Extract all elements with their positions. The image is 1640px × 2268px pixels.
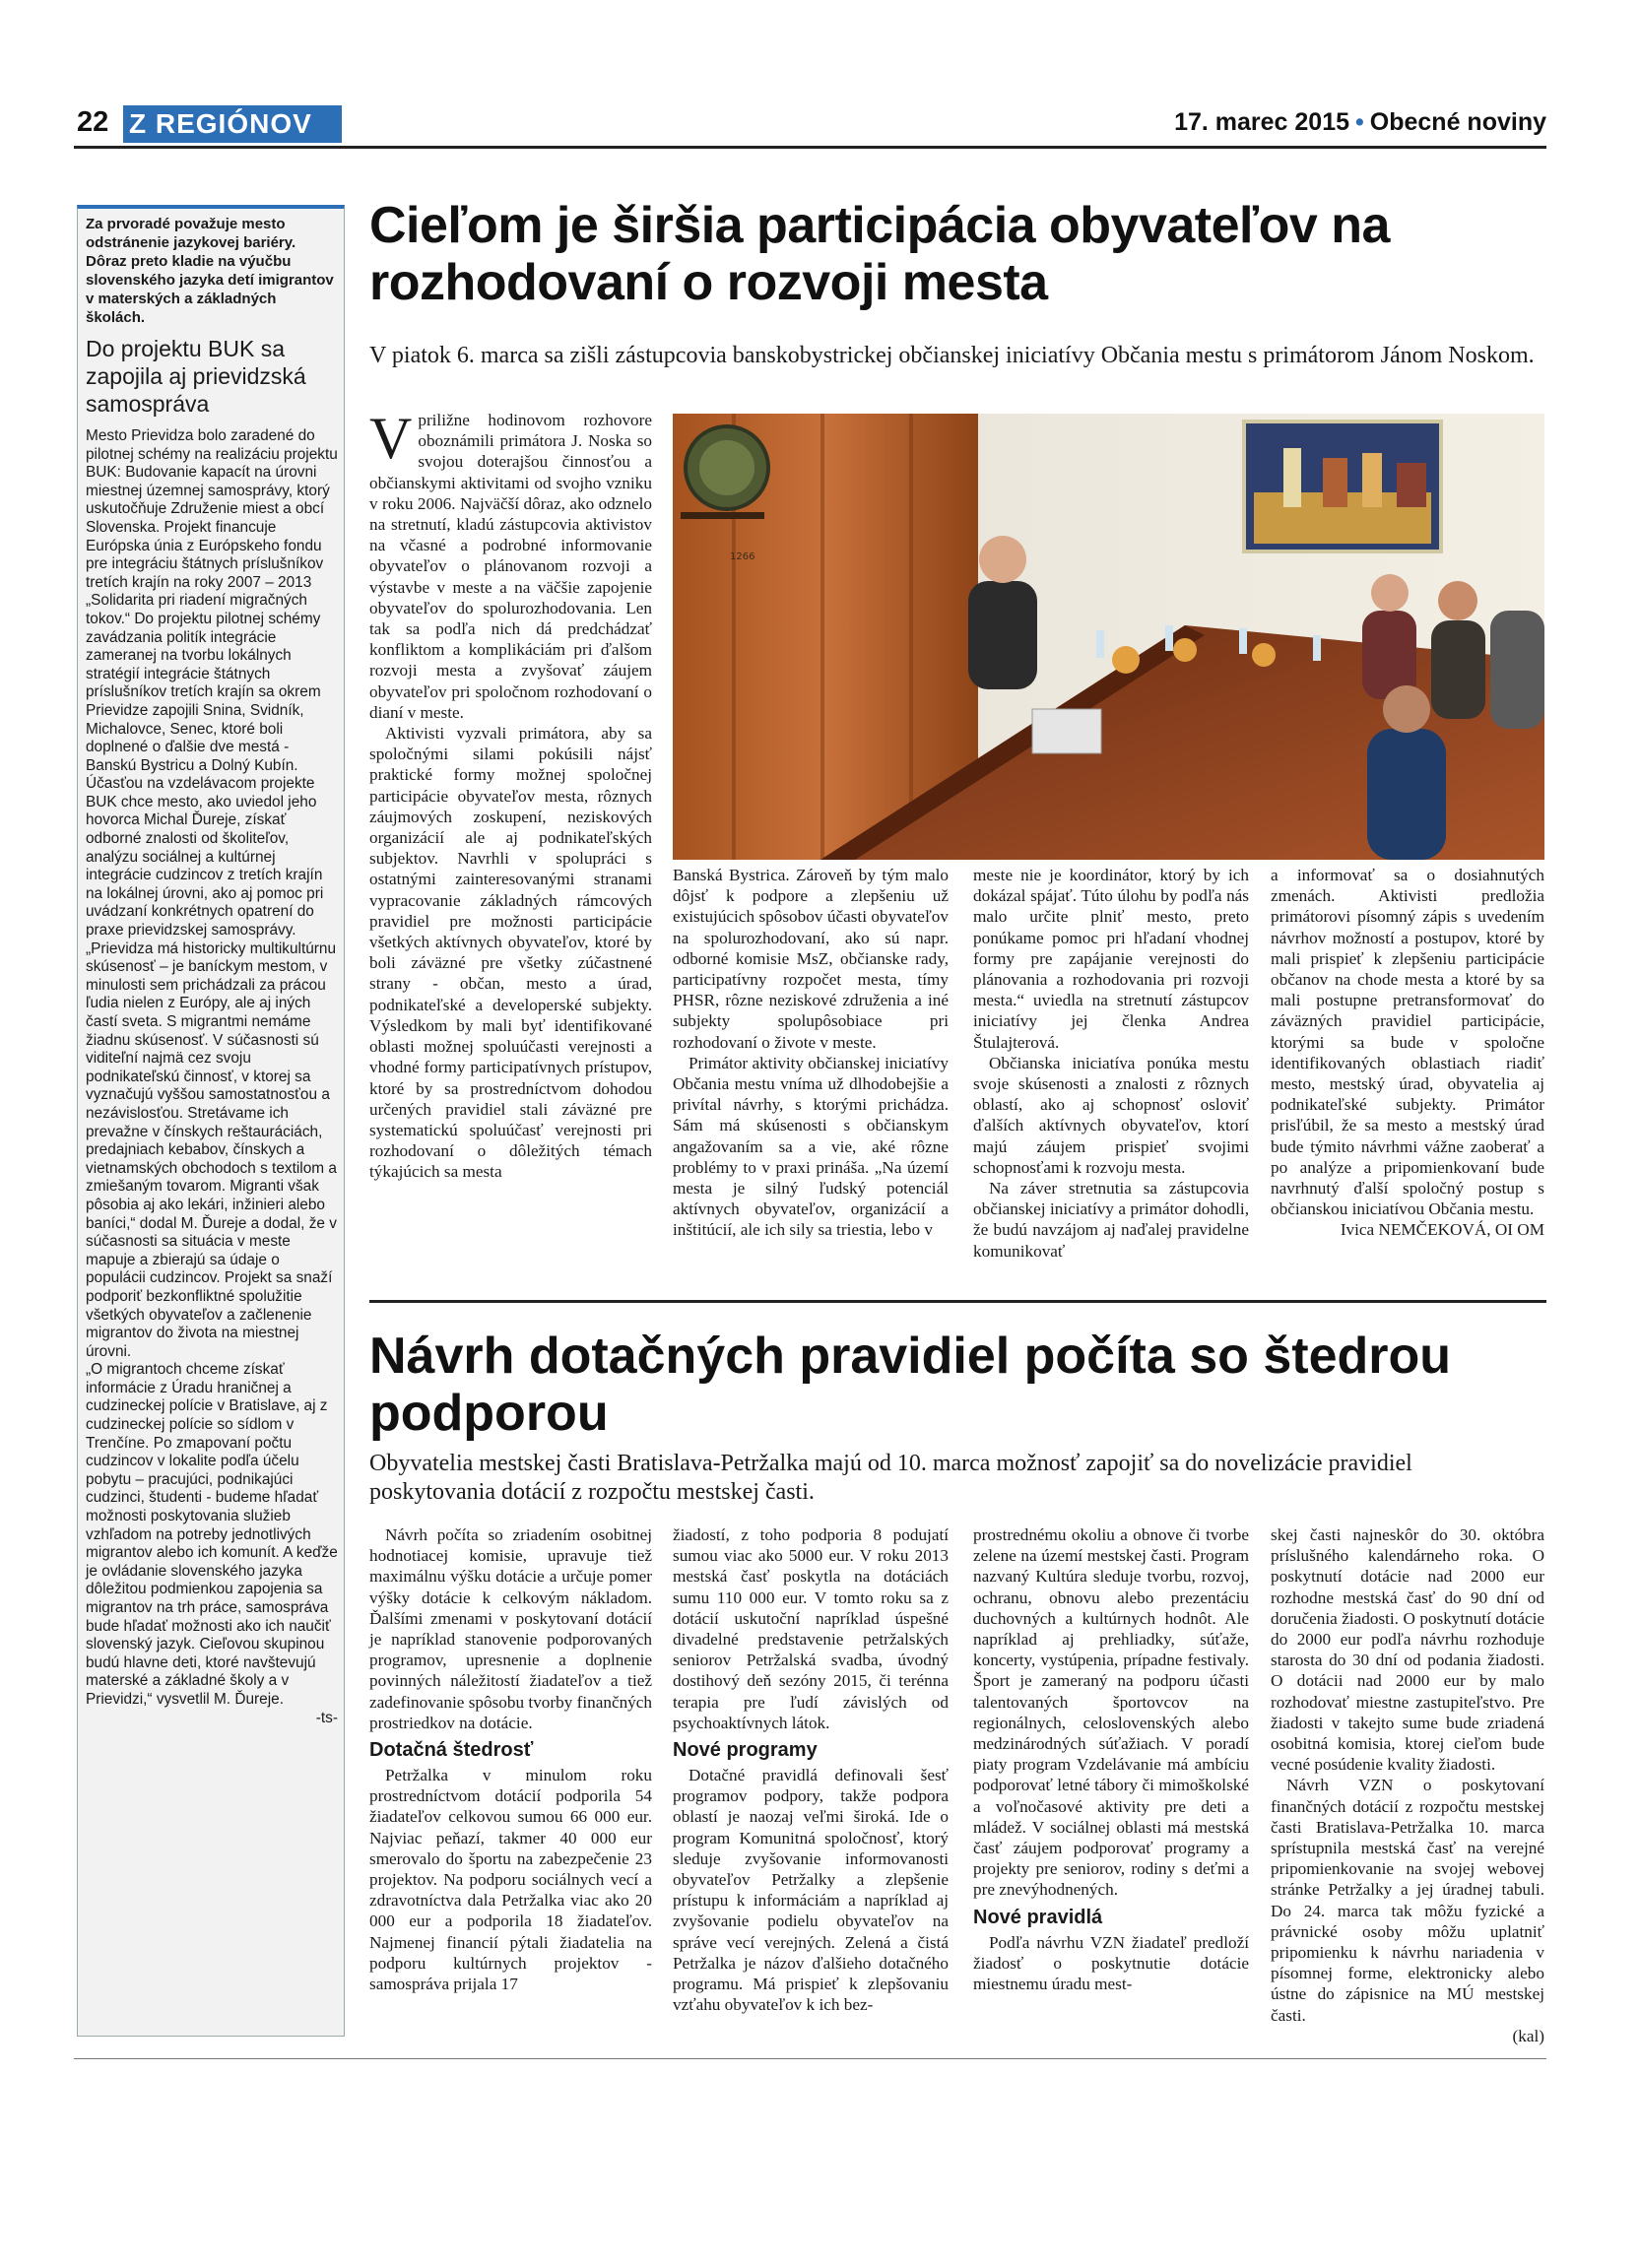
article2-column-3 [973, 1524, 1249, 1994]
article1-paragraph: Aktivisti vyzvali primátora, aby sa spoločnými silami pokúsili nájsť praktické formy možnej spoločnej participácie obyvateľov mesta, rôznych záujmových zoskupení, neziskových organizácií ale aj podnikateľských subjektov. Navrhli v spolupráci s ostatnými zainteresovanými stranami vypracovanie základných rámcových pravidiel pre možnosti participácie všetkých aktívnych obyvateľov, ktoré by boli záväzné pre všetky zúčastnené strany - občan, mesto a úrad, podnikateľské a developerské subjekty. Výsledkom by mali byť identifikované oblasti možnej spoluúčasti verejnosti a vhodné formy participatívnych prístupov, ktoré by sa prostredníctvom dohodou určených pravidiel stali záväzné pre systematickú spoluúčasť verejnosti pri rozhodovaní o dôležitých témach týkajúcich sa mesta [369, 724, 652, 1182]
sidebar-signature: -ts- [315, 1709, 338, 1726]
page-number: 22 [77, 106, 109, 138]
article1-column-2 [673, 865, 949, 1241]
article2-subhead: Dotačná štedrosť [369, 1739, 534, 1762]
article2-column-2 [673, 1524, 949, 2015]
section-label: Z REGIÓNOV [123, 105, 342, 143]
article1-column-3 [973, 865, 1249, 1262]
article1-paragraph [369, 406, 652, 723]
article2-lead: Obyvatelia mestskej časti Bratislava-Petržalka majú od 10. marca možnosť zapojiť sa do novelizácie pravidiel poskytovania dotácií z rozpočtu mestskej časti. [369, 1451, 1412, 1505]
article1-paragraph: Občianska iniciatíva ponúka mestu svoje skúsenosti a znalosti z rôznych oblastí, ako aj schopnosť osloviť ďalších aktívnych obyvateľov, ktorí majú záujem prispieť svojimi schopnosťami k rozvoju mesta. [973, 1053, 1249, 1177]
article1-paragraph: Na záver stretnutia sa zástupcovia občianskej iniciatívy a primátor dohodli, že budú navzájom aj naďalej pravidelne komunikovať [973, 1179, 1249, 1261]
article2-paragraph: žiadostí, z toho podporia 8 podujatí sumou viac ako 5000 eur. V roku 2013 mestská časť poskytla na dotáciách sumu 110 000 eur. V tomto roku sa z dotácií uskutoční napríklad úspešné divadelné predstavenie petržalských seniorov Petržalská svadba, úvodný dostihový deň sezóny 2015, či terénna terapia pre ľudí závislých od psychoaktívnych látok. [673, 1525, 949, 1732]
article1-signature: Ivica NEMČEKOVÁ, OI OM [1340, 1220, 1544, 1240]
article2-signature: (kal) [1512, 2026, 1544, 2045]
sidebar-paragraph: „O migrantoch chceme získať informácie z Úradu hraničnej a cudzineckej polície v Bratislave, aj z cudzineckej polície so sídlom v Trenčíne. Po zmapovaní počtu cudzincov v lokalite podľa účelu pobytu – pracujúci, podnikajúci cudzinci, študenti - budeme hľadať možnosti poskytovania služieb vzhľadom na potreby jednotlivých migrantov alebo ich komunít. A keďže je ovládanie slovenského jazyka dôležitou podmienkou zapojenia sa migrantov na trh práce, samospráva bude hľadať možnosti ako ich naučiť slovenský jazyk. Cieľovou skupinou budú hlavne deti, ktoré navštevujú materské a základné školy a v Prievidzi,“ vysvetlil M. Ďureje. [86, 1361, 338, 1708]
sidebar-title: Do projektu BUK sa zapojila aj prievidzská samospráva [86, 336, 306, 417]
sidebar-box [77, 205, 345, 2037]
article2-column-4 [1271, 1524, 1544, 2046]
sidebar-intro: Za prvoradé považuje mesto odstránenie jazykovej bariéry. Dôraz preto kladie na výučbu slovenského jazyka detí imigrantov v materských a základných školách. [86, 216, 334, 326]
article1-column-1 [369, 406, 652, 1183]
article1-paragraph: Banská Bystrica. Zároveň by tým malo dôjsť k podpore a zlepšeniu už existujúcich spôsobov účasti obyvateľov na spolurozhodovaní, ako sú napr. odborné komisie MsZ, občianske rady, participatívny rozpočet mesta, tímy PHSR, rôzne neziskové združenia a iné subjekty spolupôsobiace pri rozhodovaní o živote v meste. [673, 866, 949, 1052]
plaque-text: 1266 [730, 551, 755, 562]
issue-date-line [1174, 108, 1546, 137]
meeting-photo [673, 414, 1544, 860]
separator-dot: • [1355, 108, 1364, 136]
footer-rule [74, 2058, 1546, 2059]
article2-paragraph: Petržalka v minulom roku prostredníctvom dotácií podporila 54 žiadateľov celkovou sumou 66 000 eur. Najviac peňazí, takmer 40 000 eur smerovalo do športu na zabezpečenie 23 projektov. Na podporu sociálnych vecí a zdravotníctva dala Petržalka viac ako 20 000 eur a podporila 18 žiadateľov. Najmenej financií pýtali žiadatelia na podporu kultúrnych projektov - samospráva prijala 17 [369, 1766, 652, 1994]
article1-paragraph: Primátor aktivity občianskej iniciatívy Občania mestu vníma už dlhodobejšie a privítal návrhy, s ktorými prichádza. Sám má skúsenosti s občianskym angažovaním sa a vie, aké rôzne problémy to v praxi prináša. „Na území mesta je silný ľudský potenciál aktívnych obyvateľov, organizácií a inštitúcií, ale ich sily sa triestia, lebo v [673, 1053, 949, 1240]
article2-paragraph: Návrh VZN o poskytovaní finančných dotácií z rozpočtu mestskej časti Bratislava-Petržalka 10. marca sprístupnila mestská časť na verejné pripomienkovanie na svojej webovej stránke Petržalky a jej úradnej tabuli. Do 24. marca tak môžu fyzické a právnické osoby môžu uplatniť pripomienku k návrhu nariadenia v písomnej forme, elektronicky alebo ústne do zápisnice na MÚ mestskej časti. [1271, 1776, 1544, 2025]
article1-text: priližne hodinovom rozhovore oboznámili primátora J. Noska so svojou doterajšou činnosťou a občianskymi aktivitami od svojho vzniku v roku 2006. Najväčší dôraz, ako odznelo na stretnutí, kladú zástupcovia aktivistov na včasné a podrobné informovanie obyvateľov o plánovanom rozvoji a výstavbe v meste a na väčšie zapojenie obyvateľov do spolurozhodovania. Len tak sa podľa nich dá predchádzať konfliktom a komplikáciám pri ďalšom rozvoji mesta a zvyšovať záujem obyvateľov pri spoločnom rozhodovaní o dianí v meste. [369, 411, 652, 722]
article1-column-4 [1271, 865, 1544, 1241]
article2-paragraph: Podľa návrhu VZN žiadateľ predloží žiadosť o poskytnutie dotácie miestnemu úradu mest- [973, 1932, 1249, 1994]
article1-lead: V piatok 6. marca sa zišli zástupcovia banskobystrickej občianskej iniciatívy Občania mestu s primátorom Jánom Noskom. [369, 343, 1535, 368]
header-rule [74, 146, 1546, 149]
meeting-photo-illustration [673, 414, 1544, 860]
article2-column-1 [369, 1524, 652, 1994]
article1-paragraph: a informovať sa o dosiahnutých zmenách. Aktivisti predložia primátorovi písomný zápis s uvedením návrhov možností a postupov, ktoré by mali prispieť k zlepšeniu participácie občanov na chode mesta a ktoré by sa mali postupne pretransformovať do záväzných pravidiel participácie, ktorými sa bude v spoločne identifikovaných oblastiach riadiť mesto, mestský úrad, obyvatelia aj podnikateľské subjekty. Primátor prisľúbil, že sa mesto a mestský úrad bude týmito návrhmi vážne zaoberať a po analýze a pripomienkovaní bude navrhnutý ďalší spoločný postup s občianskou iniciatívou Občania mestu. [1271, 866, 1544, 1219]
article1-paragraph: meste nie je koordinátor, ktorý by ich dokázal spájať. Túto úlohu by podľa nás malo určite plniť mesto, preto ponúkame pomoc pri hľadaní vhodnej formy pre zapájanie verejnosti do plánovania a rozhodovania pri rozvoji mesta.“ uviedla na stretnutí zástupcov iniciatívy jej členka Andrea Štulajterová. [973, 866, 1249, 1052]
article1-title: Cieľom je širšia participácia obyvateľov na rozhodovaní o rozvoji mesta [369, 197, 1390, 311]
article2-paragraph: skej časti najneskôr do 30. októbra príslušného kalendárneho roka. O poskytnutí dotácie nad 2000 eur rozhodne mestská časť do 90 dní od doručenia žiadosti. O poskytnutí dotácie do 2000 eur podľa návrhu rozhoduje starosta do 30 dní od podania žiadosti. O dotácii nad 2000 eur by malo rozhodovať miestne zastupiteľstvo. Pre žiadosti v takejto sume bude zriadená osobitná komisia, ktorej cieľom bude vecné posúdenie kvality žiadosti. [1271, 1525, 1544, 1775]
article2-paragraph: prostrednému okoliu a obnove či tvorbe zelene na území mestskej časti. Program nazvaný Kultúra sleduje tvorbu, rozvoj, ochranu, obnovu alebo prezentáciu duchovných a kultúrnych hodnôt. Ale napríklad aj prehliadky, súťaže, koncerty, vystúpenia, prípadne festivaly. Šport je zameraný na podporu účasti talentovaných športovcov na regionálnych, celoslovenských alebo medzinárodných súťažiach. V poradí piaty program Vzdelávanie má ambíciu podporovať letné tábory či mimoškolské a voľnočasové aktivity pre deti a mládež. V sociálnej oblasti má mestská časť záujem podporovať programy a projekty pre seniorov, rodiny s deťmi a pre znevýhodnených. [973, 1525, 1249, 1900]
issue-date: 17. marec 2015 [1174, 108, 1350, 136]
article2-paragraph: Návrh počíta so zriadením osobitnej hodnotiacej komisie, upravuje tiež maximálnu výšku dotácie a určuje pomer výšky dotácie k celkovým nákladom. Ďalšími zmenami v poskytovaní dotácií je napríklad stanovenie podporovaných programov, upresnenie a doplnenie povinných náležitostí žiadateľov a tiež zadefinovanie spôsobu tvorby finančných prostriedkov na dotácie. [369, 1525, 652, 1732]
article-divider [369, 1300, 1546, 1303]
drop-cap: V [369, 406, 413, 471]
article2-title: Návrh dotačných pravidiel počíta so štedrou podporou [369, 1328, 1452, 1442]
article2-subhead: Nové programy [673, 1739, 818, 1762]
article2-paragraph: Dotačné pravidlá definovali šesť programov podpory, takže podpora oblastí je naozaj veľmi široká. Ide o program Komunitná spoločnosť, ktorý sleduje zvyšovanie informovanosti obyvateľov Petržalky a zlepšenie prístupu k informáciám a napríklad aj zvyšovanie podielu obyvateľov na správe vecí verejných. Zelená a čistá Petržalka je názov ďalšieho dotačného programu. Má prispieť k zlepšovaniu vzťahu obyvateľov k ich bez- [673, 1766, 949, 2015]
sidebar-paragraph: Mesto Prievidza bolo zaradené do pilotnej schémy na realizáciu projektu BUK: Budovanie kapacít na úrovni miestnej územnej samosprávy, ktorý uskutočňuje Združenie miest a obcí Slovenska. Projekt financuje Európska únia z Európskeho fondu pre integráciu štátnych príslušníkov tretích krajín na roky 2007 – 2013 „Solidarita pri riadení migračných tokov.“ Do projektu pilotnej schémy zavádzania politík integrácie zameranej na tvorbu lokálnych stratégií integrácie štátnych príslušníkov tretích krajín sa okrem Prievidze zapojili Snina, Svidník, Michalovce, Senec, ktoré boli doplnené o ďalšie dve mestá - Banskú Bystricu a Dolný Kubín. [86, 427, 338, 774]
article2-subhead: Nové pravidlá [973, 1906, 1103, 1928]
sidebar-paragraph: Účasťou na vzdelávacom projekte BUK chce mesto, ako uviedol jeho hovorca Michal Ďureje, získať odborné znalosti od školiteľov, analýzu sociálnej a kultúrnej integrácie cudzincov z tretích krajín na lokálnej úrovni, ako aj pomoc pri uvádzaní konkrétnych opatrení do praxe prievidzskej samosprávy. „Prievidza má historicky multikultúrnu skúsenosť – je baníckym mestom, v minulosti sem prichádzali za prácou ľudia nielen z Európy, ale aj iných častí sveta. S migrantmi nemáme žiadnu skúsenosť. V súčasnosti sú viditeľní najmä cez svoju podnikateľskú činnosť, v ktorej sa vyznačujú vyššou samostatnosťou a nezávislosťou. Stretávame ich prevažne v čínskych reštauráciách, predajniach kebabov, čínskych a vietnamských obchodoch s textilom a zmiešaným tovarom. Migranti však pôsobia aj ako lekári, inžinieri alebo baníci,“ dodal M. Ďureje a dodal, že v súčasnosti sa situácia v meste mapuje a zbierajú sa údaje o populácii cudzincov. Projekt sa snaží podporiť bezkonfliktné spolužitie všetkých obyvateľov a začlenenie migrantov do života na miestnej úrovni. [86, 775, 337, 1360]
publication-name: Obecné noviny [1369, 108, 1546, 136]
